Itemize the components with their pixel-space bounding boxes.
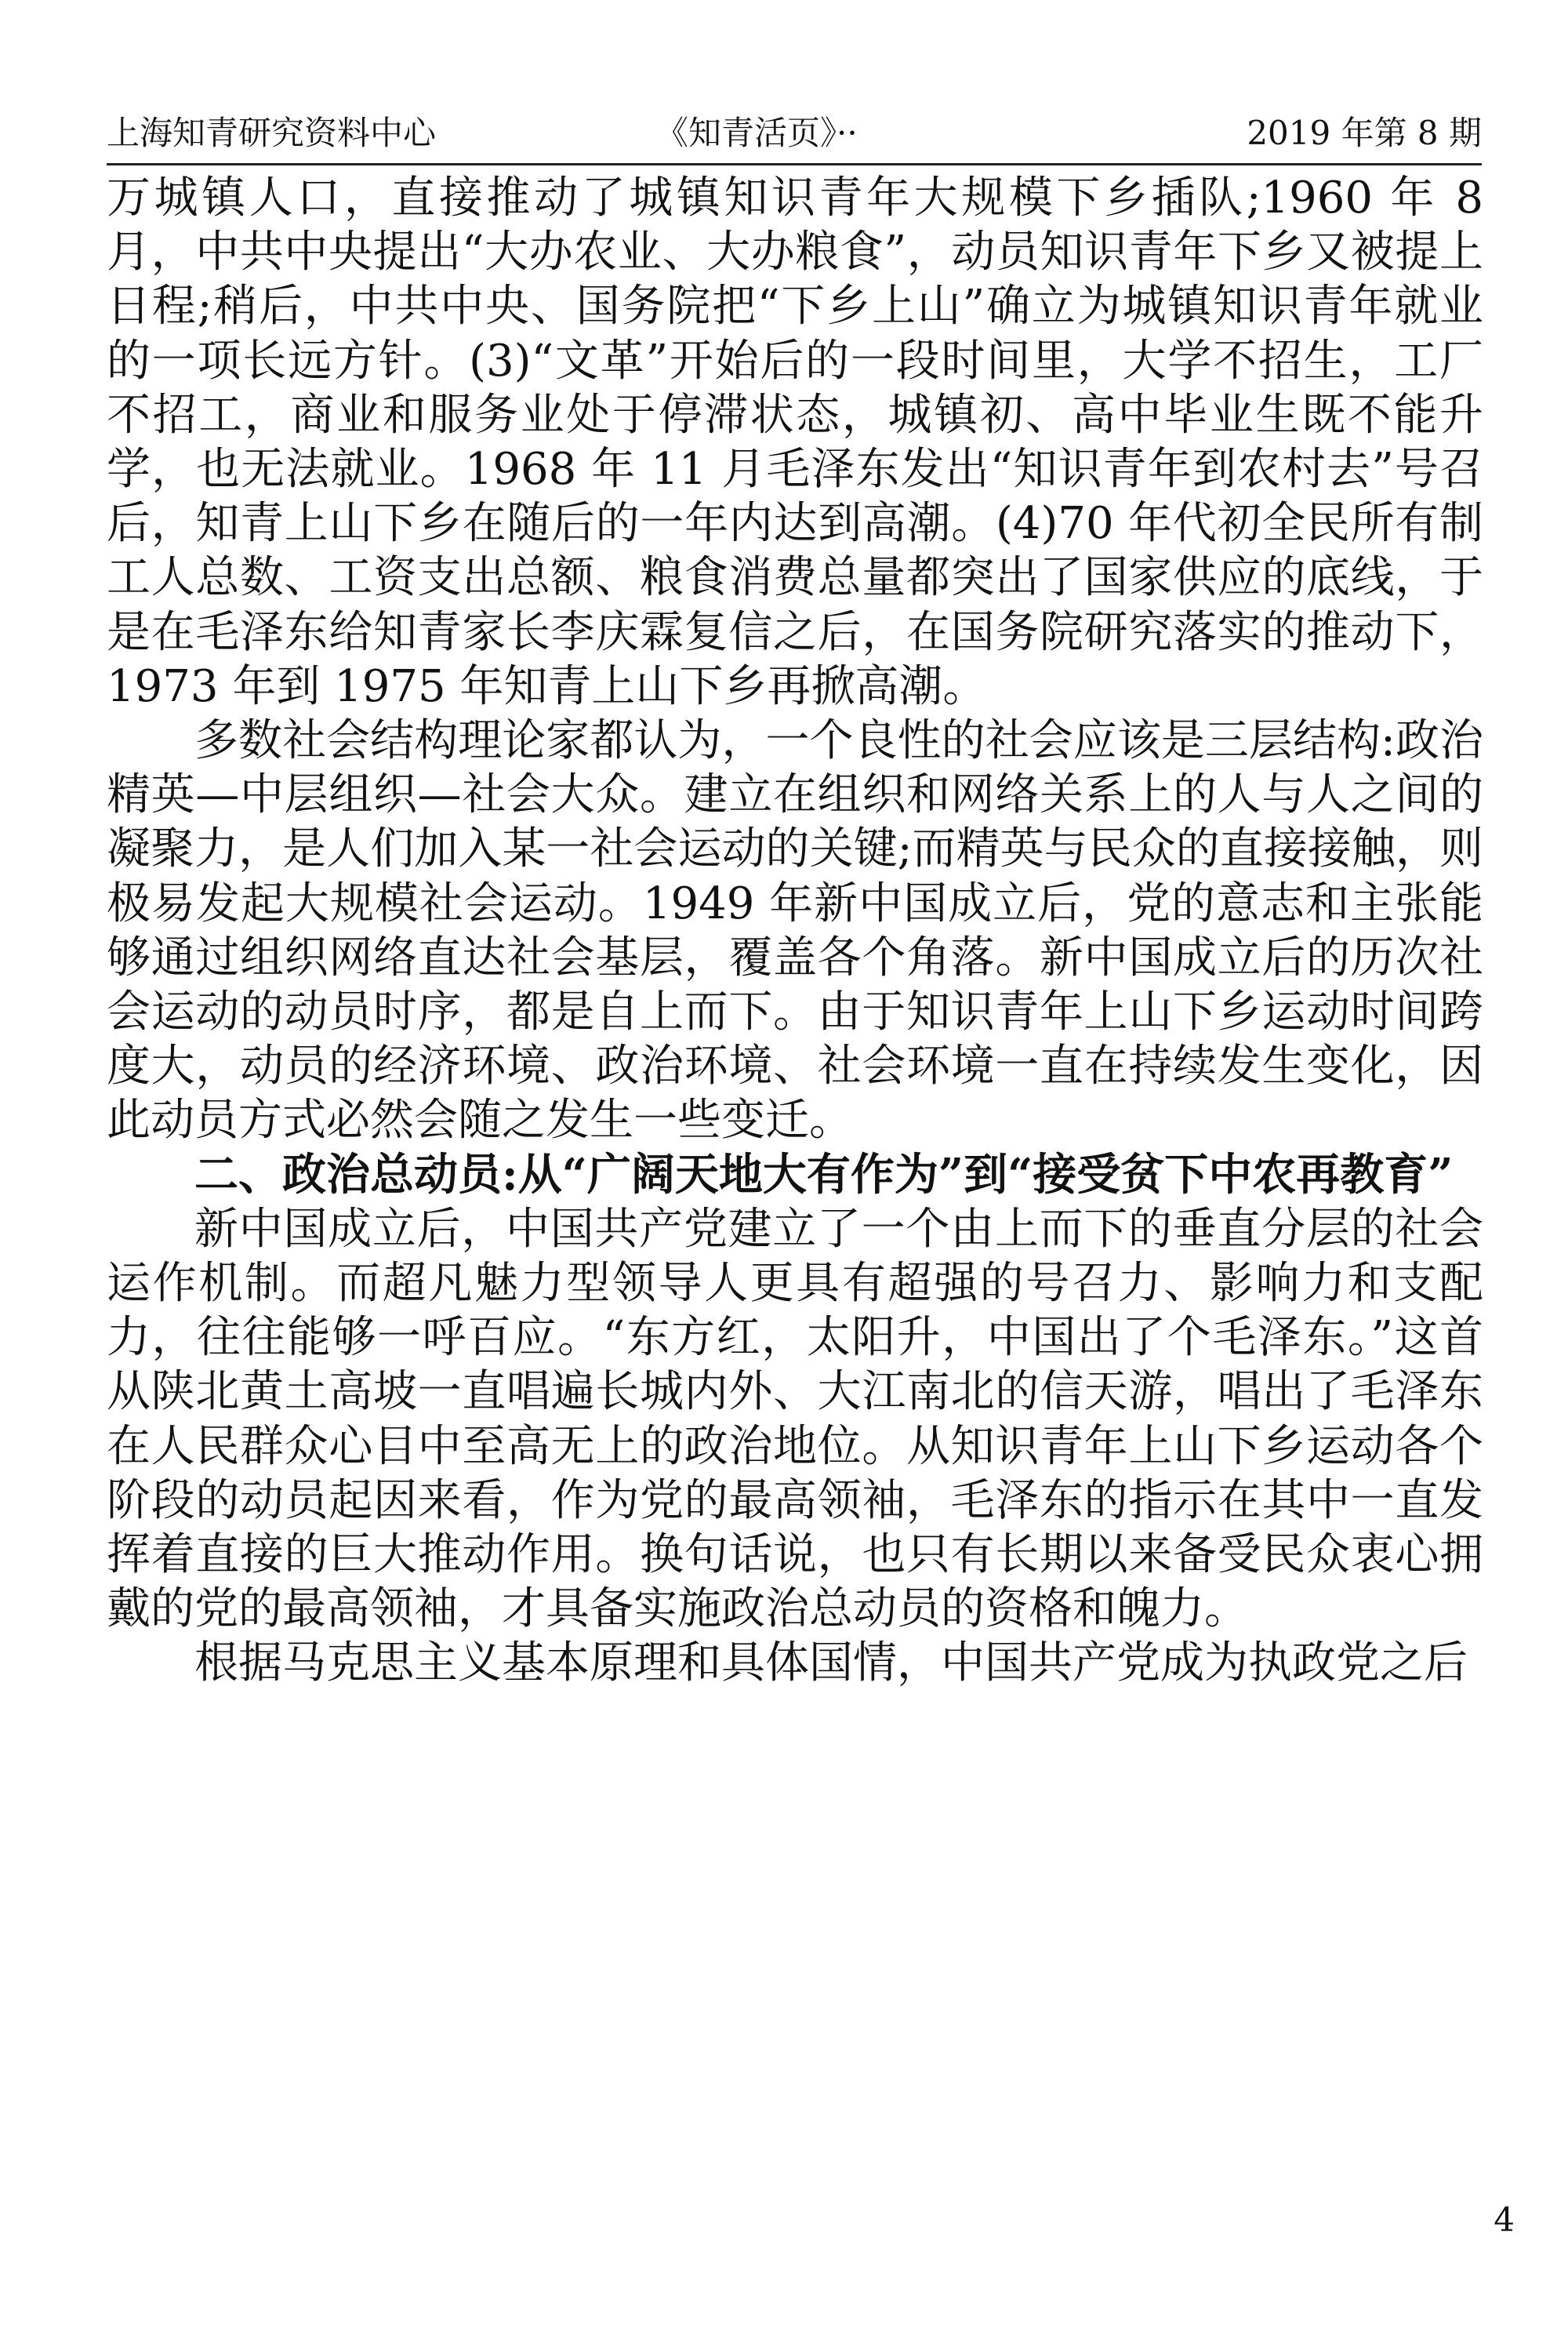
paragraph: 多数社会结构理论家都认为，一个良性的社会应该是三层结构:政治精英—中层组织—社会大众。建立在组织和网络关系上的人与人之间的凝聚力，是人们加入某一社会运动的关键;而精英与民众的直接接触，则极易发起大规模社会运动。1949 年新中国成立后，党的意志和主张能够通过组织网络直达社会基层，覆盖各个角落。新中国成立后的历次社会运动的动员时序，都是自上而下。由于知识青年上山下乡运动时间跨度大，动员的经济环境、政治环境、社会环境一直在持续发生变化，因此动员方式必然会随之发生一些变迁。 bbox=[107, 715, 1483, 1147]
paragraph-continuation: 万城镇人口，直接推动了城镇知识青年大规模下乡插队;1960 年 8 月，中共中央提出“大办农业、大办粮食”，动员知识青年下乡又被提上日程;稍后，中共中央、国务院把“下乡上山”确立为城镇知识青年就业的一项长远方针。(3)“文革”开始后的一段时间里，大学不招生，工厂不招工，商业和服务业处于停滞状态，城镇初、高中毕业生既不能升学，也无法就业。1968 年 11 月毛泽东发出“知识青年到农村去”号召后，知青上山下乡在随后的一年内达到高潮。(4)70 年代初全民所有制工人总数、工资支出总额、粮食消费总量都突出了国家供应的底线，于是在毛泽东给知青家长李庆霖复信之后，在国务院研究落实的推动下，1973 年到 1975 年知青上山下乡再掀高潮。 bbox=[107, 173, 1483, 712]
header-publication: 《知青活页》·· bbox=[655, 114, 858, 152]
article-body bbox=[107, 171, 1483, 1691]
header-issue: 2019 年第 8 期 bbox=[1247, 114, 1482, 152]
header-organization: 上海知青研究资料中心 bbox=[107, 114, 437, 152]
paragraph: 新中国成立后，中国共产党建立了一个由上而下的垂直分层的社会运作机制。而超凡魅力型领导人更具有超强的号召力、影响力和支配力，往往能够一呼百应。“东方红，太阳升，中国出了个毛泽东。”这首从陕北黄土高坡一直唱遍长城内外、大江南北的信天游，唱出了毛泽东在人民群众心目中至高无上的政治地位。从知识青年上山下乡运动各个阶段的动员起因来看，作为党的最高领袖，毛泽东的指示在其中一直发挥着直接的巨大推动作用。换句话说，也只有长期以来备受民众衷心拥戴的党的最高领袖，才具备实施政治总动员的资格和魄力。 bbox=[107, 1203, 1483, 1635]
running-header bbox=[107, 110, 1482, 157]
page-number: 4 bbox=[1494, 2201, 1515, 2239]
section-heading: 二、政治总动员:从“广阔天地大有作为”到“接受贫下中农再教育” bbox=[194, 1148, 1454, 1201]
header-rule bbox=[107, 163, 1482, 165]
paragraph: 根据马克思主义基本原理和具体国情，中国共产党成为执政党之后 bbox=[194, 1637, 1468, 1689]
